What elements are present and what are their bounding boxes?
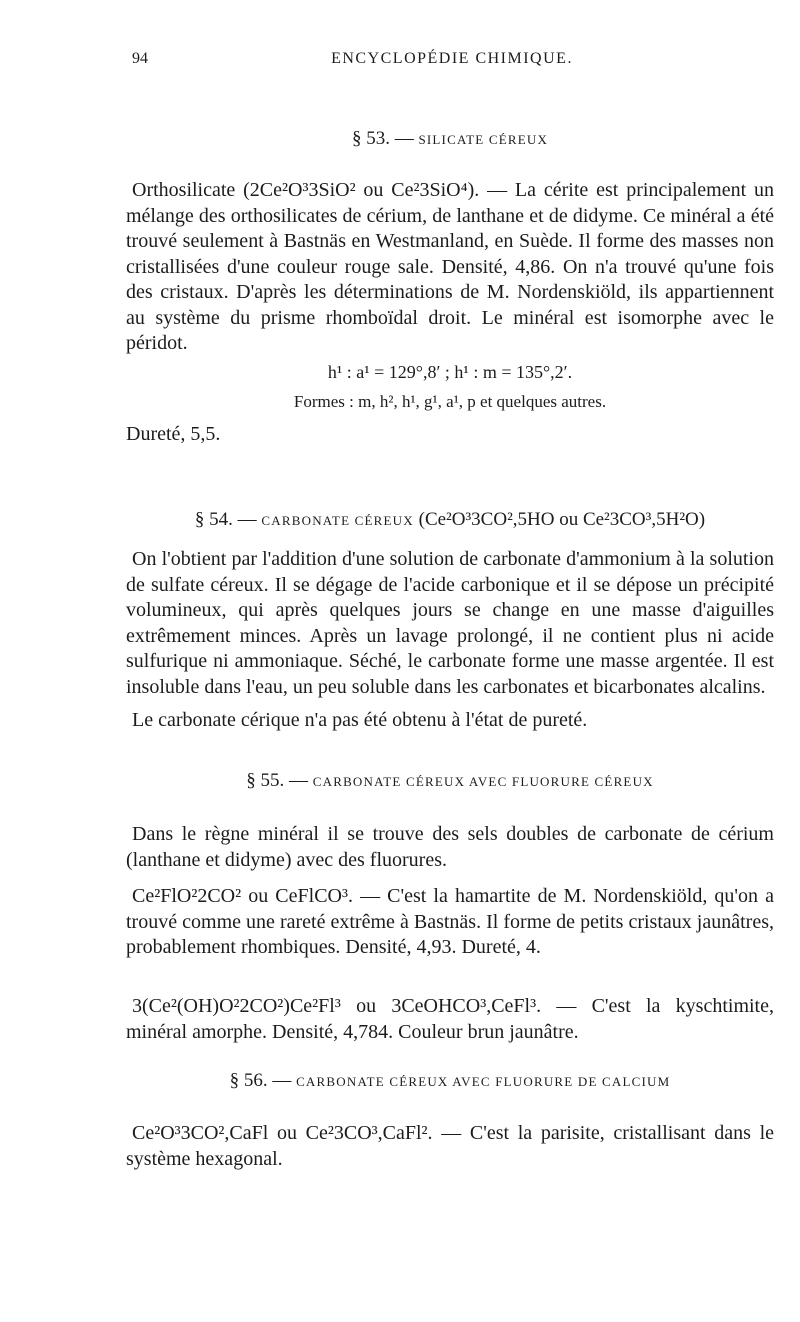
crystal-angle-formula: h¹ : a¹ = 129°,8′ ; h¹ : m = 135°,2′. xyxy=(327,362,573,382)
paragraph-carbonate-preparation: On l'obtient par l'addition d'une solution de carbonate d'ammonium à la solution de sulfate céreux. Il se dégage de l'acide carbonique et il se dépose un précipité volumineux, qui après quelques jours se change en une masse d'aiguilles extrêmement minces. Après un lavage prolongé, il ne contient plus ni acide sulfurique ni ammoniaque. Séché, le carbonate forme une masse argentée. Il est insoluble dans l'eau, un peu soluble dans les carbonates et bicarbonates alcalins. xyxy=(126,548,774,698)
paragraph-carbonate-cerique: Le carbonate cérique n'a pas été obtenu à l'état de pureté. xyxy=(132,709,588,731)
section-number: § 55. — xyxy=(246,770,308,791)
section-55-heading xyxy=(126,770,774,792)
section-title: CARBONATE CÉREUX AVEC FLUORURE DE CALCIUM xyxy=(296,1074,671,1089)
paragraph-orthosilicate: Orthosilicate (2Ce²O³3SiO² ou Ce²3SiO⁴). — La cérite est principalement un mélange des orthosilicates de cérium, de lanthane et de didyme. Ce minéral a été trouvé seulement à Bastnäs en Westmanland, en Suède. Il forme des masses non cristallisées d'une couleur rouge sale. Densité, 4,86. On n'a trouvé qu'une fois des cristaux. D'après les déterminations de M. Nordenskiöld, ils appartiennent au système du prisme rhomboïdal droit. Le minéral est isomorphe avec le péridot. xyxy=(126,179,774,354)
section-title: CARBONATE CÉREUX AVEC FLUORURE CÉREUX xyxy=(312,774,654,789)
section-54-heading xyxy=(126,509,774,531)
section-number: § 56. — xyxy=(229,1070,292,1091)
section-number: § 54. — xyxy=(194,509,257,530)
running-title: ENCYCLOPÉDIE CHIMIQUE. xyxy=(331,50,573,67)
section-formula: (Ce²O³3CO²,5HO ou Ce²3CO³,5H²O) xyxy=(418,509,706,530)
page-number: 94 xyxy=(132,50,148,67)
hardness: Dureté, 5,5. xyxy=(126,423,221,445)
section-56-heading xyxy=(126,1070,774,1092)
paragraph-sels-doubles: Dans le règne minéral il se trouve des sels doubles de carbonate de cérium (lanthane et didyme) avec des fluorures. xyxy=(126,823,774,871)
section-number: § 53. — xyxy=(351,128,414,149)
page-header xyxy=(132,50,772,78)
crystal-forms: Formes : m, h², h¹, g¹, a¹, p et quelques autres. xyxy=(293,392,607,411)
paragraph-kyschtimite: 3(Ce²(OH)O²2CO²)Ce²Fl³ ou 3CeOHCO³,CeFl³. — C'est la kyschtimite, minéral amorphe. Densité, 4,784. Couleur brun jaunâtre. xyxy=(126,995,774,1043)
section-title: CARBONATE CÉREUX xyxy=(261,513,414,528)
paragraph-parisite: Ce²O³3CO²,CaFl ou Ce²3CO³,CaFl². — C'est la parisite, cristallisant dans le système hexagonal. xyxy=(126,1122,774,1170)
section-53-heading xyxy=(126,128,774,150)
section-title: SILICATE CÉREUX xyxy=(418,132,549,147)
paragraph-hamartite: Ce²FlO²2CO² ou CeFlCO³. — C'est la hamartite de M. Nordenskiöld, qu'on a trouvé comme une rareté extrême à Bastnäs. Il forme de petits cristaux jaunâtres, probablement rhombiques. Densité, 4,93. Dureté, 4. xyxy=(126,885,774,958)
